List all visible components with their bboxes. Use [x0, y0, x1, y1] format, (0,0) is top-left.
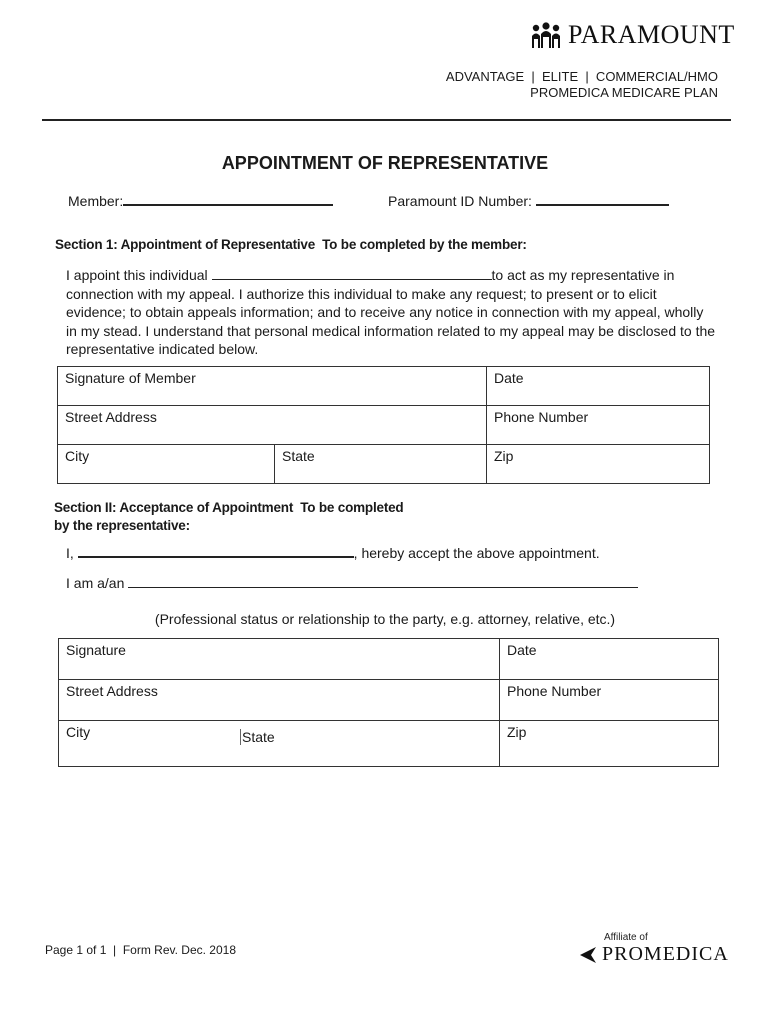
promedica-affiliate-logo [578, 932, 729, 966]
brand-name: PARAMOUNT [568, 20, 735, 49]
paramount-id-row [388, 190, 669, 209]
rep-phone-cell[interactable] [500, 680, 719, 721]
paramount-id-label: Paramount ID Number: [388, 193, 532, 209]
relationship-field[interactable] [128, 577, 638, 588]
member-street-cell[interactable] [58, 406, 487, 445]
member-signature-cell[interactable] [58, 367, 487, 406]
rep-state-cell[interactable] [233, 721, 500, 767]
accept-prefix: I, [66, 545, 74, 561]
rep-phone-label: Phone Number [507, 683, 602, 699]
section1-para-rest: to act as my representative in connection with my appeal. I authorize this individual to make any request; to present or to elicit evidence; to obtain appeals information; and to receive any notice in connection with my appeal, wholly in my stead. I understand that personal medical information related to my appeal may be disclosed to the representative indicated below. [66, 267, 716, 357]
member-signature-label: Signature of Member [65, 370, 196, 386]
section1-para-start: I appoint this individual [66, 267, 212, 283]
page-footer: Page 1 of 1 | Form Rev. Dec. 2018 [45, 943, 236, 957]
member-state-label: State [282, 448, 315, 464]
people-icon [530, 22, 562, 48]
affiliate-label: Affiliate of [604, 932, 648, 943]
iam-prefix: I am a/an [66, 575, 125, 591]
member-zip-cell[interactable] [487, 445, 710, 484]
representative-accept-name-field[interactable] [78, 546, 354, 558]
header-divider [42, 119, 731, 121]
promedica-arrow-icon [578, 945, 598, 965]
member-date-cell[interactable] [487, 367, 710, 406]
rep-zip-cell[interactable] [500, 721, 719, 767]
rep-zip-label: Zip [507, 724, 527, 740]
member-date-label: Date [494, 370, 524, 386]
paramount-logo [530, 20, 735, 50]
member-phone-cell[interactable] [487, 406, 710, 445]
affiliate-brand: PROMEDICA [602, 943, 729, 965]
member-city-label: City [65, 448, 90, 464]
member-field[interactable] [123, 190, 333, 206]
rep-signature-label: Signature [66, 642, 126, 658]
rep-city-label: City [66, 724, 91, 740]
plan-list [446, 69, 718, 101]
page-title: APPOINTMENT OF REPRESENTATIVE [221, 153, 549, 173]
member-state-cell[interactable] [275, 445, 487, 484]
rep-signature-cell[interactable] [59, 639, 500, 680]
section2-heading-line1: Section II: Acceptance of Appointment To be completed [54, 500, 404, 515]
plans-line-2: PROMEDICA MEDICARE PLAN [530, 85, 718, 100]
rep-city-cell[interactable] [59, 721, 234, 767]
plans-line-1: ADVANTAGE | ELITE | COMMERCIAL/HMO [445, 69, 718, 84]
relationship-hint: (Professional status or relationship to the party, e.g. attorney, relative, etc.) [154, 611, 616, 627]
rep-state-label: State [242, 729, 275, 745]
member-city-cell[interactable] [58, 445, 275, 484]
rep-date-cell[interactable] [500, 639, 719, 680]
member-info-table [57, 366, 710, 484]
member-label: Member: [68, 193, 124, 209]
member-phone-label: Phone Number [494, 409, 589, 425]
section2-heading-line2: by the representative: [54, 518, 190, 533]
rep-street-cell[interactable] [59, 680, 500, 721]
section2-heading [54, 499, 403, 535]
section1-heading: Section 1: Appointment of Representative To be completed by the member: [55, 237, 527, 252]
iam-row [66, 575, 638, 591]
paramount-id-field[interactable] [536, 190, 669, 206]
member-street-label: Street Address [65, 409, 157, 425]
accept-row [66, 545, 600, 561]
representative-name-field[interactable] [212, 267, 492, 280]
rep-date-label: Date [507, 642, 537, 658]
member-row [68, 190, 333, 209]
rep-street-label: Street Address [66, 683, 158, 699]
member-zip-label: Zip [494, 448, 514, 464]
section1-paragraph [66, 266, 716, 359]
representative-info-table [58, 638, 719, 767]
accept-suffix: , hereby accept the above appointment. [353, 545, 600, 561]
